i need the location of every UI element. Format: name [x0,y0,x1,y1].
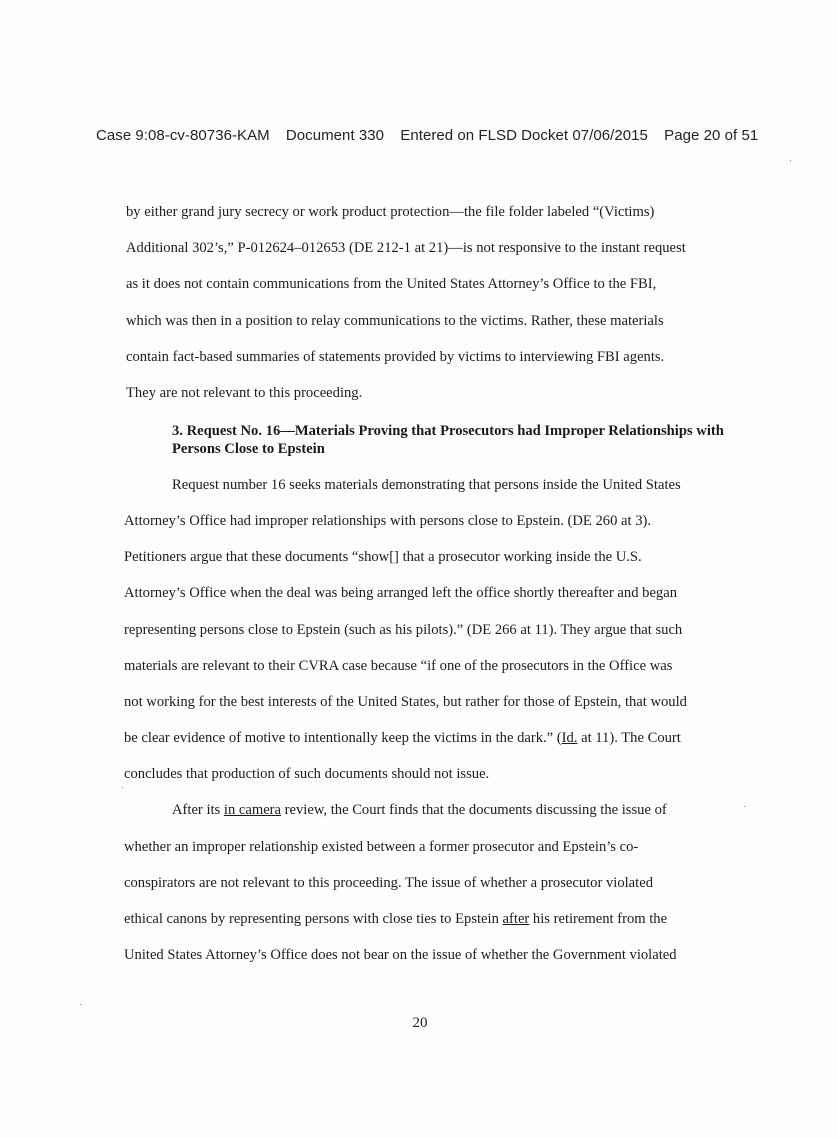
text-line: which was then in a position to relay communications to the victims. Rather, these materials [126,313,664,329]
text-segment: review, the Court finds that the documents discussing the issue of [281,802,667,818]
text-line [124,911,667,928]
scan-speck [80,1004,81,1005]
text-line: concludes that production of such documents should not issue. [124,766,490,782]
page-number: 20 [412,1015,428,1031]
text-line: materials are relevant to their CVRA case because “if one of the prosecutors in the Office was [124,658,673,674]
text-segment: ethical canons by representing persons with close ties to Epstein [124,911,503,927]
text-line: by either grand jury secrecy or work product protection—the file folder labeled “(Victims) [126,204,655,220]
court-filing-header [96,127,776,144]
scan-speck [790,160,791,161]
text-line: representing persons close to Epstein (such as his pilots).” (DE 266 at 11). They argue that such [124,622,683,638]
text-line: Request number 16 seeks materials demonstrating that persons inside the United States [172,477,681,493]
page-count: Page 20 of 51 [664,127,759,144]
text-line: Attorney’s Office when the deal was being arranged left the office shortly thereafter and began [124,585,677,601]
text-line: not working for the best interests of the United States, but rather for those of Epstein, that would [124,694,687,710]
text-segment: After its [172,802,224,818]
text-line [124,730,681,747]
emphasis-in-camera: in camera [223,802,282,818]
text-line: United States Attorney’s Office does not bear on the issue of whether the Government violated [124,947,677,963]
text-line: whether an improper relationship existed between a former prosecutor and Epstein’s co- [124,839,639,855]
section-heading: 3. Request No. 16—Materials Proving that Prosecutors had Improper Relationships with Persons Close to Epstein [172,423,724,457]
emphasis-after: after [502,911,530,927]
scan-speck [744,806,745,807]
case-number: Case 9:08-cv-80736-KAM [96,127,270,144]
text-line: They are not relevant to this proceeding. [126,385,363,401]
text-line: conspirators are not relevant to this proceeding. The issue of whether a prosecutor violated [124,875,653,891]
text-line: Petitioners argue that these documents “show[] that a prosecutor working inside the U.S. [124,549,642,565]
text-line [172,802,667,819]
scan-speck [122,787,123,788]
text-line: contain fact-based summaries of statements provided by victims to interviewing FBI agents. [126,349,665,365]
citation-id: Id. [561,730,578,746]
text-segment: at 11). The Court [577,730,681,746]
text-segment: his retirement from the [529,911,668,927]
docket-entry-date: Entered on FLSD Docket 07/06/2015 [400,127,648,144]
document-number: Document 330 [285,127,385,144]
text-segment: be clear evidence of motive to intentionally keep the victims in the dark.” ( [124,730,562,746]
text-line: as it does not contain communications from the United States Attorney’s Office to the FBI, [126,276,657,292]
text-line: Additional 302’s,” P-012624–012653 (DE 212-1 at 21)—is not responsive to the instant request [126,240,686,256]
text-line: Attorney’s Office had improper relationships with persons close to Epstein. (DE 260 at 3). [124,513,652,529]
